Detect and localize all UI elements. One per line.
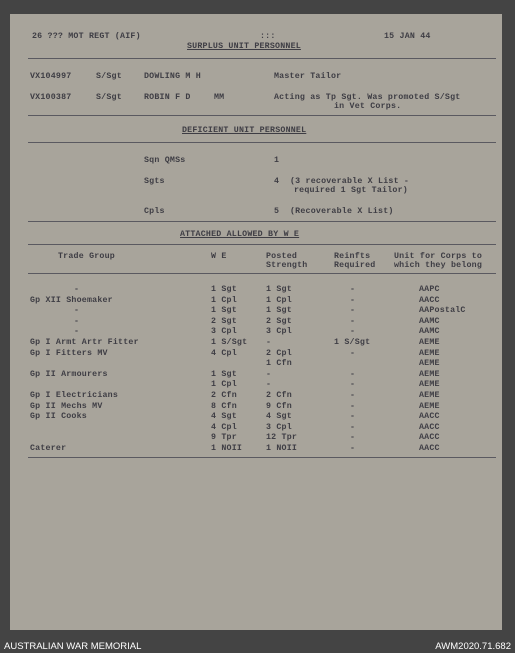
reinfts-cell: - bbox=[350, 380, 356, 390]
deficient-count: 1 bbox=[274, 156, 280, 165]
footer-accession-number: AWM2020.71.682 bbox=[435, 641, 511, 652]
reinfts-cell: - bbox=[350, 433, 356, 443]
posted-strength-cell: - bbox=[266, 369, 272, 379]
surplus-remark: Master Tailor bbox=[274, 72, 342, 81]
header-trade: Trade Group bbox=[58, 252, 115, 261]
surplus-remark-continued: in Vet Corps. bbox=[334, 102, 402, 111]
unit-heading: 26 ??? MOT REGT (AIF) bbox=[32, 32, 141, 41]
trade-group-cell: Gp II Armourers bbox=[30, 369, 108, 379]
trade-group-cell: - bbox=[74, 285, 80, 294]
reinfts-cell: - bbox=[350, 444, 356, 453]
rule bbox=[28, 221, 496, 222]
trade-group-cell: Gp XII Shoemaker bbox=[30, 295, 113, 305]
we-cell: 2 Sgt bbox=[211, 316, 237, 326]
trade-group-cell: Gp II Mechs MV bbox=[30, 401, 103, 411]
corps-cell: AACC bbox=[419, 422, 440, 432]
header-reinfts-required: Required bbox=[334, 261, 376, 270]
document-date: 15 JAN 44 bbox=[384, 32, 431, 41]
we-cell: 1 Cpl bbox=[211, 380, 237, 390]
trade-group-cell: - bbox=[74, 327, 80, 337]
we-cell: 2 Cfn bbox=[211, 391, 237, 400]
trade-group-cell: - bbox=[74, 306, 80, 316]
rule bbox=[28, 58, 496, 59]
trade-group-cell: - bbox=[74, 316, 80, 326]
trade-group-cell: Gp I Electricians bbox=[30, 391, 119, 400]
rule bbox=[28, 244, 496, 245]
rule bbox=[28, 273, 496, 274]
we-cell: 1 NOII bbox=[211, 444, 243, 453]
surplus-award: MM bbox=[214, 93, 225, 102]
posted-strength-cell: - bbox=[266, 338, 272, 347]
reinfts-cell: - bbox=[350, 327, 356, 337]
corps-cell: AACC bbox=[419, 412, 440, 422]
corps-cell: AAMC bbox=[419, 327, 440, 337]
we-cell: 1 Sgt bbox=[211, 285, 237, 294]
footer-bar bbox=[0, 630, 515, 653]
corps-cell: AEME bbox=[419, 380, 440, 390]
reinfts-cell: 1 S/Sgt bbox=[334, 338, 371, 347]
reinfts-cell: - bbox=[350, 306, 356, 316]
deficient-count: 4 bbox=[274, 177, 280, 186]
attached-title: ATTACHED ALLOWED BY W E bbox=[180, 230, 300, 239]
trade-group-cell: Gp I Fitters MV bbox=[30, 348, 108, 358]
surplus-rank: S/Sgt bbox=[96, 72, 122, 81]
header-marker: ::: bbox=[260, 32, 276, 41]
reinfts-cell: - bbox=[350, 391, 356, 400]
posted-strength-cell: 12 Tpr bbox=[266, 433, 298, 443]
we-cell: 9 Tpr bbox=[211, 433, 237, 443]
we-cell: 1 Sgt bbox=[211, 369, 237, 379]
reinfts-cell: - bbox=[350, 412, 356, 422]
trade-group-cell: Gp I Armt Artr Fitter bbox=[30, 338, 139, 347]
header-posted: Posted bbox=[266, 252, 298, 261]
posted-strength-cell: 3 Cpl bbox=[266, 422, 292, 432]
deficient-rank: Cpls bbox=[144, 207, 165, 216]
corps-cell: AACC bbox=[419, 433, 440, 443]
deficient-rank: Sgts bbox=[144, 177, 165, 186]
posted-strength-cell: 1 Sgt bbox=[266, 306, 292, 316]
deficient-title: DEFICIENT UNIT PERSONNEL bbox=[182, 126, 307, 135]
deficient-count: 5 bbox=[274, 207, 280, 216]
corps-cell: AEME bbox=[419, 391, 440, 400]
reinfts-cell: - bbox=[350, 316, 356, 326]
corps-cell: AAMC bbox=[419, 316, 440, 326]
deficient-note: (Recoverable X List) bbox=[290, 207, 394, 216]
posted-strength-cell: 3 Cpl bbox=[266, 327, 292, 337]
corps-cell: AACC bbox=[419, 444, 440, 453]
posted-strength-cell: 2 Sgt bbox=[266, 316, 292, 326]
header-unit-corps: Unit for Corps to bbox=[394, 252, 483, 261]
header-reinfts: Reinfts bbox=[334, 252, 371, 261]
reinfts-cell: - bbox=[350, 348, 356, 358]
we-cell: 1 Cpl bbox=[211, 295, 237, 305]
rule bbox=[28, 142, 496, 143]
corps-cell: AEME bbox=[419, 401, 440, 411]
we-cell: 4 Cpl bbox=[211, 422, 237, 432]
trade-group-cell: Gp II Cooks bbox=[30, 412, 87, 422]
posted-strength-cell: - bbox=[266, 380, 272, 390]
we-cell: 1 S/Sgt bbox=[211, 338, 248, 347]
posted-strength-cell: 1 Cpl bbox=[266, 295, 292, 305]
document-sheet bbox=[10, 14, 502, 630]
posted-strength-cell: 4 Sgt bbox=[266, 412, 292, 422]
surplus-rank: S/Sgt bbox=[96, 93, 122, 102]
header-unit-corps-continued: which they belong bbox=[394, 261, 483, 270]
rule bbox=[28, 457, 496, 458]
surplus-remark: Acting as Tp Sgt. Was promoted S/Sgt bbox=[274, 93, 461, 102]
we-cell: 3 Cpl bbox=[211, 327, 237, 337]
reinfts-cell: - bbox=[350, 422, 356, 432]
corps-cell: AEME bbox=[419, 359, 440, 369]
surplus-title: SURPLUS UNIT PERSONNEL bbox=[187, 42, 301, 51]
reinfts-cell: - bbox=[350, 295, 356, 305]
surplus-name: DOWLING M H bbox=[144, 72, 201, 81]
posted-strength-cell: 2 Cpl bbox=[266, 348, 292, 358]
corps-cell: AACC bbox=[419, 295, 440, 305]
header-posted-strength: Strength bbox=[266, 261, 308, 270]
reinfts-cell: - bbox=[350, 369, 356, 379]
deficient-note-continued: required 1 Sgt Tailor) bbox=[294, 186, 408, 195]
trade-group-cell: Caterer bbox=[30, 444, 67, 453]
corps-cell: AEME bbox=[419, 338, 440, 347]
rule bbox=[28, 115, 496, 116]
corps-cell: AAPC bbox=[419, 285, 440, 294]
posted-strength-cell: 2 Cfn bbox=[266, 391, 292, 400]
header-we: W E bbox=[211, 252, 227, 261]
deficient-note: (3 recoverable X List - bbox=[290, 177, 410, 186]
posted-strength-cell: 1 Cfn bbox=[266, 359, 292, 369]
posted-strength-cell: 1 NOII bbox=[266, 444, 298, 453]
corps-cell: AEME bbox=[419, 348, 440, 358]
corps-cell: AEME bbox=[419, 369, 440, 379]
posted-strength-cell: 9 Cfn bbox=[266, 401, 292, 411]
we-cell: 4 Cpl bbox=[211, 348, 237, 358]
we-cell: 1 Sgt bbox=[211, 306, 237, 316]
surplus-number: VX100387 bbox=[30, 93, 72, 102]
posted-strength-cell: 1 Sgt bbox=[266, 285, 292, 294]
surplus-name: ROBIN F D bbox=[144, 93, 191, 102]
deficient-rank: Sqn QMSs bbox=[144, 156, 186, 165]
reinfts-cell: - bbox=[350, 401, 356, 411]
surplus-number: VX104997 bbox=[30, 72, 72, 81]
we-cell: 8 Cfn bbox=[211, 401, 237, 411]
footer-credit: AUSTRALIAN WAR MEMORIAL bbox=[4, 641, 142, 652]
reinfts-cell: - bbox=[350, 285, 356, 294]
corps-cell: AAPostalC bbox=[419, 306, 466, 316]
we-cell: 4 Sgt bbox=[211, 412, 237, 422]
